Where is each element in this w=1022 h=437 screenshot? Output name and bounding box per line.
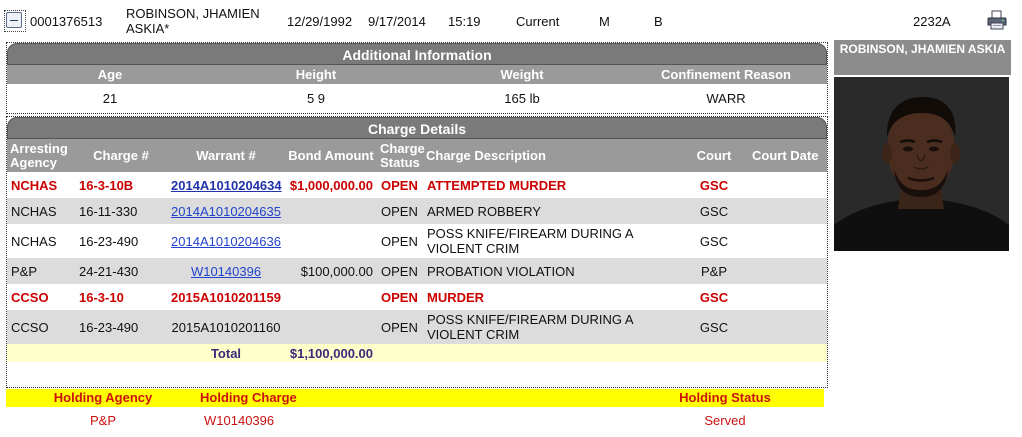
charge-details-title: Charge Details — [7, 117, 827, 139]
arresting-agency: NCHAS — [7, 224, 75, 258]
charge-row — [7, 284, 827, 310]
court-date — [749, 258, 827, 284]
warrant-link[interactable]: W10140396 — [190, 263, 262, 279]
warrant-link[interactable]: 2014A1010204635 — [171, 203, 281, 219]
charge-row — [7, 310, 827, 344]
warrant-number: 2015A1010201160 — [167, 310, 285, 344]
warrant-link[interactable]: 2014A1010204636 — [171, 233, 281, 249]
col-warrant-number: Warrant # — [167, 139, 285, 172]
warrant-number: 2015A1010201159 — [167, 284, 285, 310]
court-date — [749, 172, 827, 198]
bond-amount: $100,000.00 — [285, 258, 377, 284]
holding-charge-header: Holding Charge — [200, 390, 297, 405]
charge-status: OPEN — [377, 224, 423, 258]
arresting-agency: P&P — [7, 258, 75, 284]
court-date — [749, 198, 827, 224]
court-date — [749, 224, 827, 258]
court: GSC — [679, 310, 749, 344]
printer-icon[interactable] — [986, 9, 1008, 31]
warrant-link[interactable]: 2014A1010204634 — [171, 177, 282, 193]
inmate-photo — [834, 77, 1009, 251]
confinement-reason-value: WARR — [625, 84, 827, 113]
bond-amount — [285, 284, 377, 310]
col-bond-amount: Bond Amount — [285, 139, 377, 172]
col-court: Court — [679, 139, 749, 172]
total-row — [7, 344, 827, 362]
col-charge-description: Charge Description — [423, 139, 679, 172]
additional-information-title: Additional Information — [7, 43, 827, 65]
court: GSC — [679, 198, 749, 224]
court: GSC — [679, 224, 749, 258]
cell-number: 2232A — [913, 14, 951, 29]
arresting-agency: CCSO — [7, 310, 75, 344]
charge-row — [7, 198, 827, 224]
holding-agency-value: P&P — [89, 413, 116, 428]
inmate-photo-panel — [834, 40, 1011, 251]
charge-details-panel — [6, 116, 828, 388]
charge-description: ATTEMPTED MURDER — [423, 172, 679, 198]
charge-status: OPEN — [377, 198, 423, 224]
holding-status-value: Served — [704, 413, 746, 428]
holding-status-header: Holding Status — [679, 390, 771, 405]
inmate-name: ROBINSON, JHAMIEN ASKIA* — [126, 6, 260, 36]
charge-row — [7, 224, 827, 258]
charge-row — [7, 258, 827, 284]
additional-information-panel — [6, 42, 828, 114]
holding-agency-header: Holding Agency — [53, 390, 153, 405]
charge-status: OPEN — [377, 310, 423, 344]
charge-description: POSS KNIFE/FIREARM DURING A VIOLENT CRIM — [423, 310, 679, 344]
collapse-minus-icon[interactable] — [6, 12, 22, 28]
charge-status: OPEN — [377, 172, 423, 198]
weight-value: 165 lb — [419, 84, 625, 113]
confinement-reason-header: Confinement Reason — [625, 65, 827, 84]
inmate-summary-row — [0, 0, 1022, 38]
total-label: Total — [167, 344, 285, 362]
charge-number: 24-21-430 — [75, 258, 167, 284]
weight-header: Weight — [419, 65, 625, 84]
charge-number: 16-3-10B — [75, 172, 167, 198]
bond-amount — [285, 198, 377, 224]
col-court-date: Court Date — [749, 139, 827, 172]
court: GSC — [679, 284, 749, 310]
charge-description: PROBATION VIOLATION — [423, 258, 679, 284]
col-charge-number: Charge # — [75, 139, 167, 172]
charge-description: POSS KNIFE/FIREARM DURING A VIOLENT CRIM — [423, 224, 679, 258]
charge-description: ARMED ROBBERY — [423, 198, 679, 224]
inmate-id: 0001376513 — [30, 14, 103, 29]
charge-status: OPEN — [377, 258, 423, 284]
arresting-agency: NCHAS — [7, 198, 75, 224]
total-bond-amount: $1,100,000.00 — [285, 344, 377, 362]
holding-charge-value: W10140396 — [204, 413, 275, 428]
col-charge-status: Charge Status — [377, 139, 423, 172]
age-header: Age — [7, 65, 213, 84]
date-of-birth: 12/29/1992 — [287, 14, 353, 29]
court-date — [749, 284, 827, 310]
court: GSC — [679, 172, 749, 198]
col-arresting-agency: Arresting Agency — [7, 139, 75, 172]
height-value: 5 9 — [213, 84, 419, 113]
height-header: Height — [213, 65, 419, 84]
sex: M — [599, 14, 610, 29]
charge-row — [7, 172, 827, 198]
booking-date: 9/17/2014 — [368, 14, 426, 29]
age-value: 21 — [7, 84, 213, 113]
charge-status: OPEN — [377, 284, 423, 310]
race: B — [654, 14, 663, 29]
photo-caption: ROBINSON, JHAMIEN ASKIA — [834, 40, 1011, 75]
arresting-agency: CCSO — [7, 284, 75, 310]
charge-number: 16-23-490 — [75, 224, 167, 258]
bond-amount: $1,000,000.00 — [285, 172, 377, 198]
charge-number: 16-23-490 — [75, 310, 167, 344]
custody-status: Current — [516, 14, 560, 29]
arresting-agency: NCHAS — [7, 172, 75, 198]
charges-table — [7, 139, 827, 362]
charge-description: MURDER — [423, 284, 679, 310]
charge-number: 16-3-10 — [75, 284, 167, 310]
holding-section — [6, 389, 824, 435]
court: P&P — [679, 258, 749, 284]
bond-amount — [285, 310, 377, 344]
charge-number: 16-11-330 — [75, 198, 167, 224]
booking-time: 15:19 — [448, 14, 481, 29]
bond-amount — [285, 224, 377, 258]
court-date — [749, 310, 827, 344]
